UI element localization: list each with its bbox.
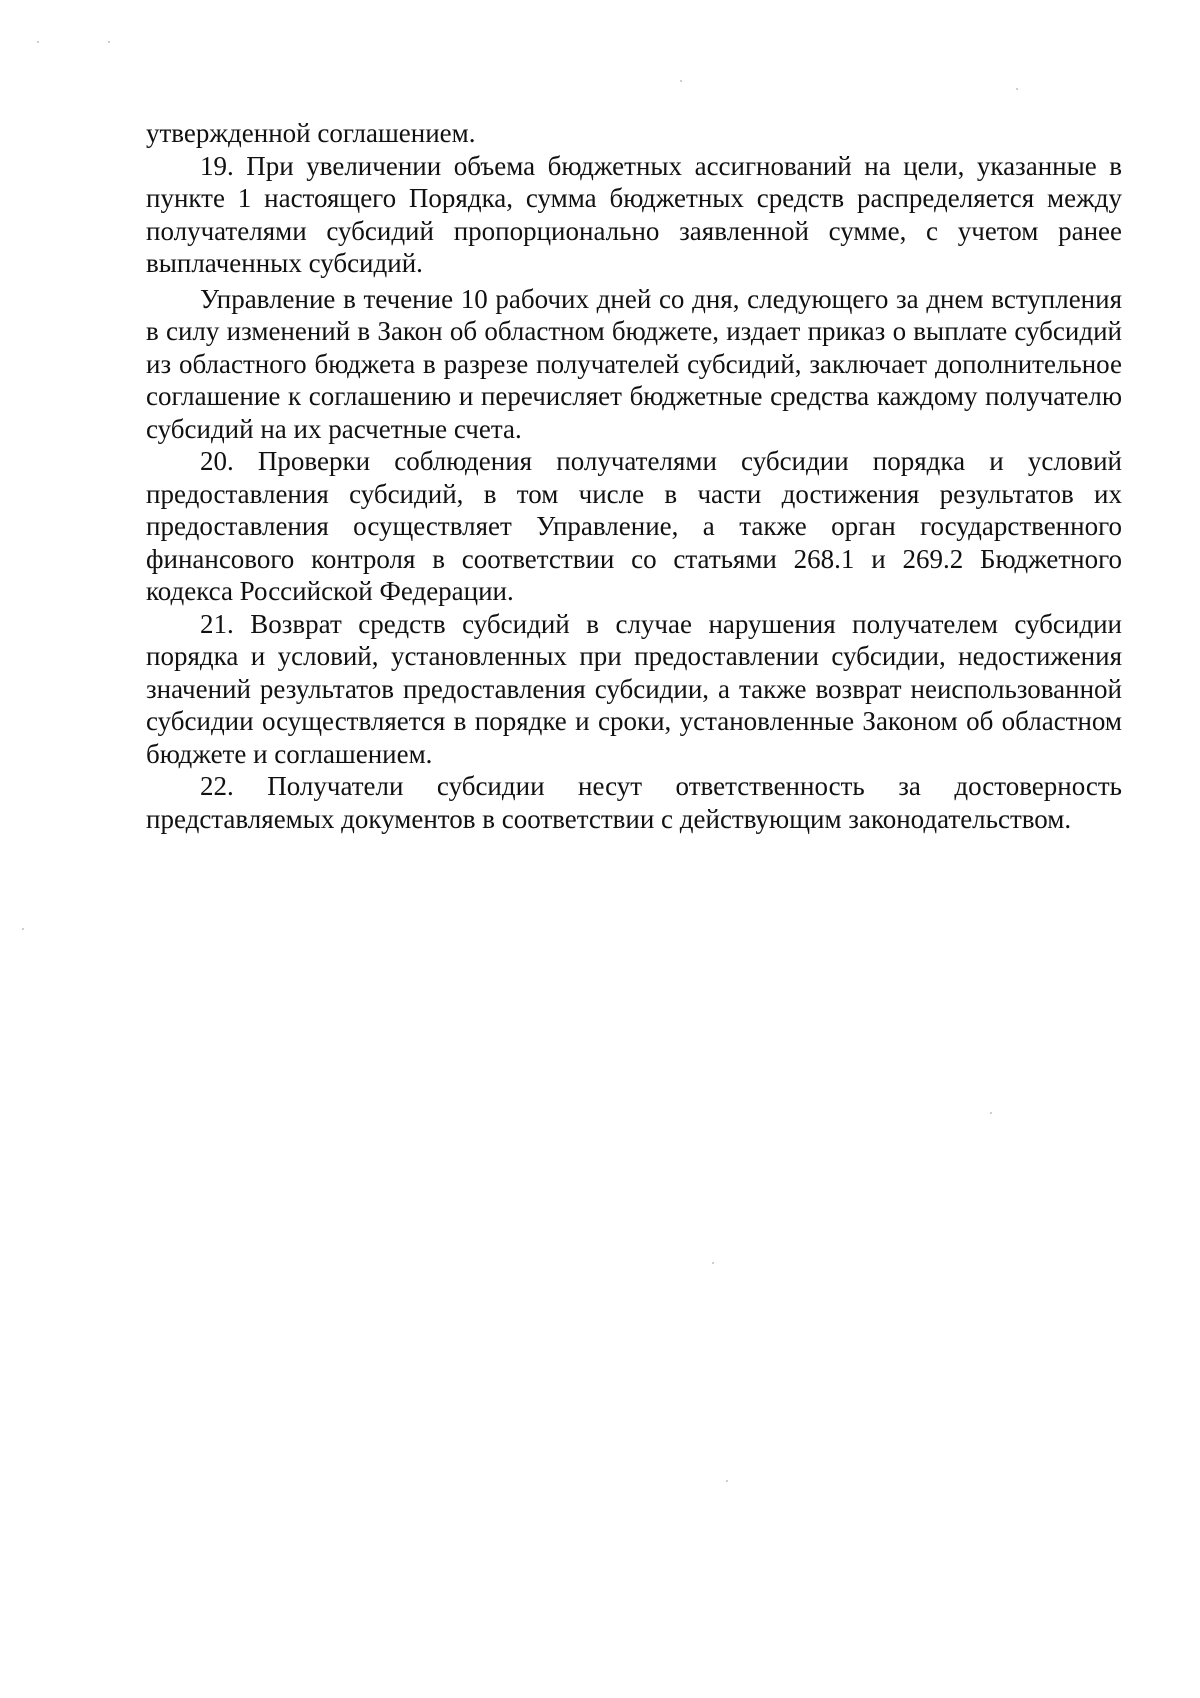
scan-speck xyxy=(1016,88,1018,90)
paragraph-item-19-continued: Управление в течение 10 рабочих дней со дня, следующего за днем вступления в силу изменений в Закон об областном бюджете, издает приказ о выплате субсидий из областного бюджета в разрезе получателей субсидий, заключает дополнительное соглашение к соглашению и перечисляет бюджетные средства каждому получателю субсидий на их расчетные счета. xyxy=(146,283,1122,444)
scan-speck xyxy=(108,41,110,43)
paragraph-item-19: 19. При увеличении объема бюджетных ассигнований на цели, указанные в пункте 1 настоящего Порядка, сумма бюджетных средств распределяется между получателями субсидий пропорционально заявленной сумме, с учетом ранее выплаченных субсидий. xyxy=(146,150,1122,278)
scan-speck xyxy=(990,1112,992,1114)
paragraph-item-21: 21. Возврат средств субсидий в случае нарушения получателем субсидии порядка и условий, установленных при предоставлении субсидии, недостижения значений результатов предоставления субсидии, а также возврат неиспользованной субсидии осуществляется в порядке и сроки, установленные Законом об областном бюджете и соглашением. xyxy=(146,608,1122,769)
scan-speck xyxy=(22,928,24,930)
paragraph-item-22: 22. Получатели субсидии несут ответственность за достоверность представляемых документов в соответствии с действующим законодательством. xyxy=(146,771,1122,834)
paragraph-continuation: утвержденной соглашением. xyxy=(146,118,476,148)
scan-speck xyxy=(726,1480,728,1482)
document-body xyxy=(146,117,1122,835)
scan-speck xyxy=(712,1262,714,1264)
scan-speck xyxy=(37,41,39,43)
paragraph-item-20: 20. Проверки соблюдения получателями субсидии порядка и условий предоставления субсидий, в том числе в части достижения результатов их предоставления осуществляет Управление, а также орган государственного финансового контроля в соответствии со статьями 268.1 и 269.2 Бюджетного кодекса Российской Федерации. xyxy=(146,446,1122,606)
scan-speck xyxy=(680,80,682,82)
